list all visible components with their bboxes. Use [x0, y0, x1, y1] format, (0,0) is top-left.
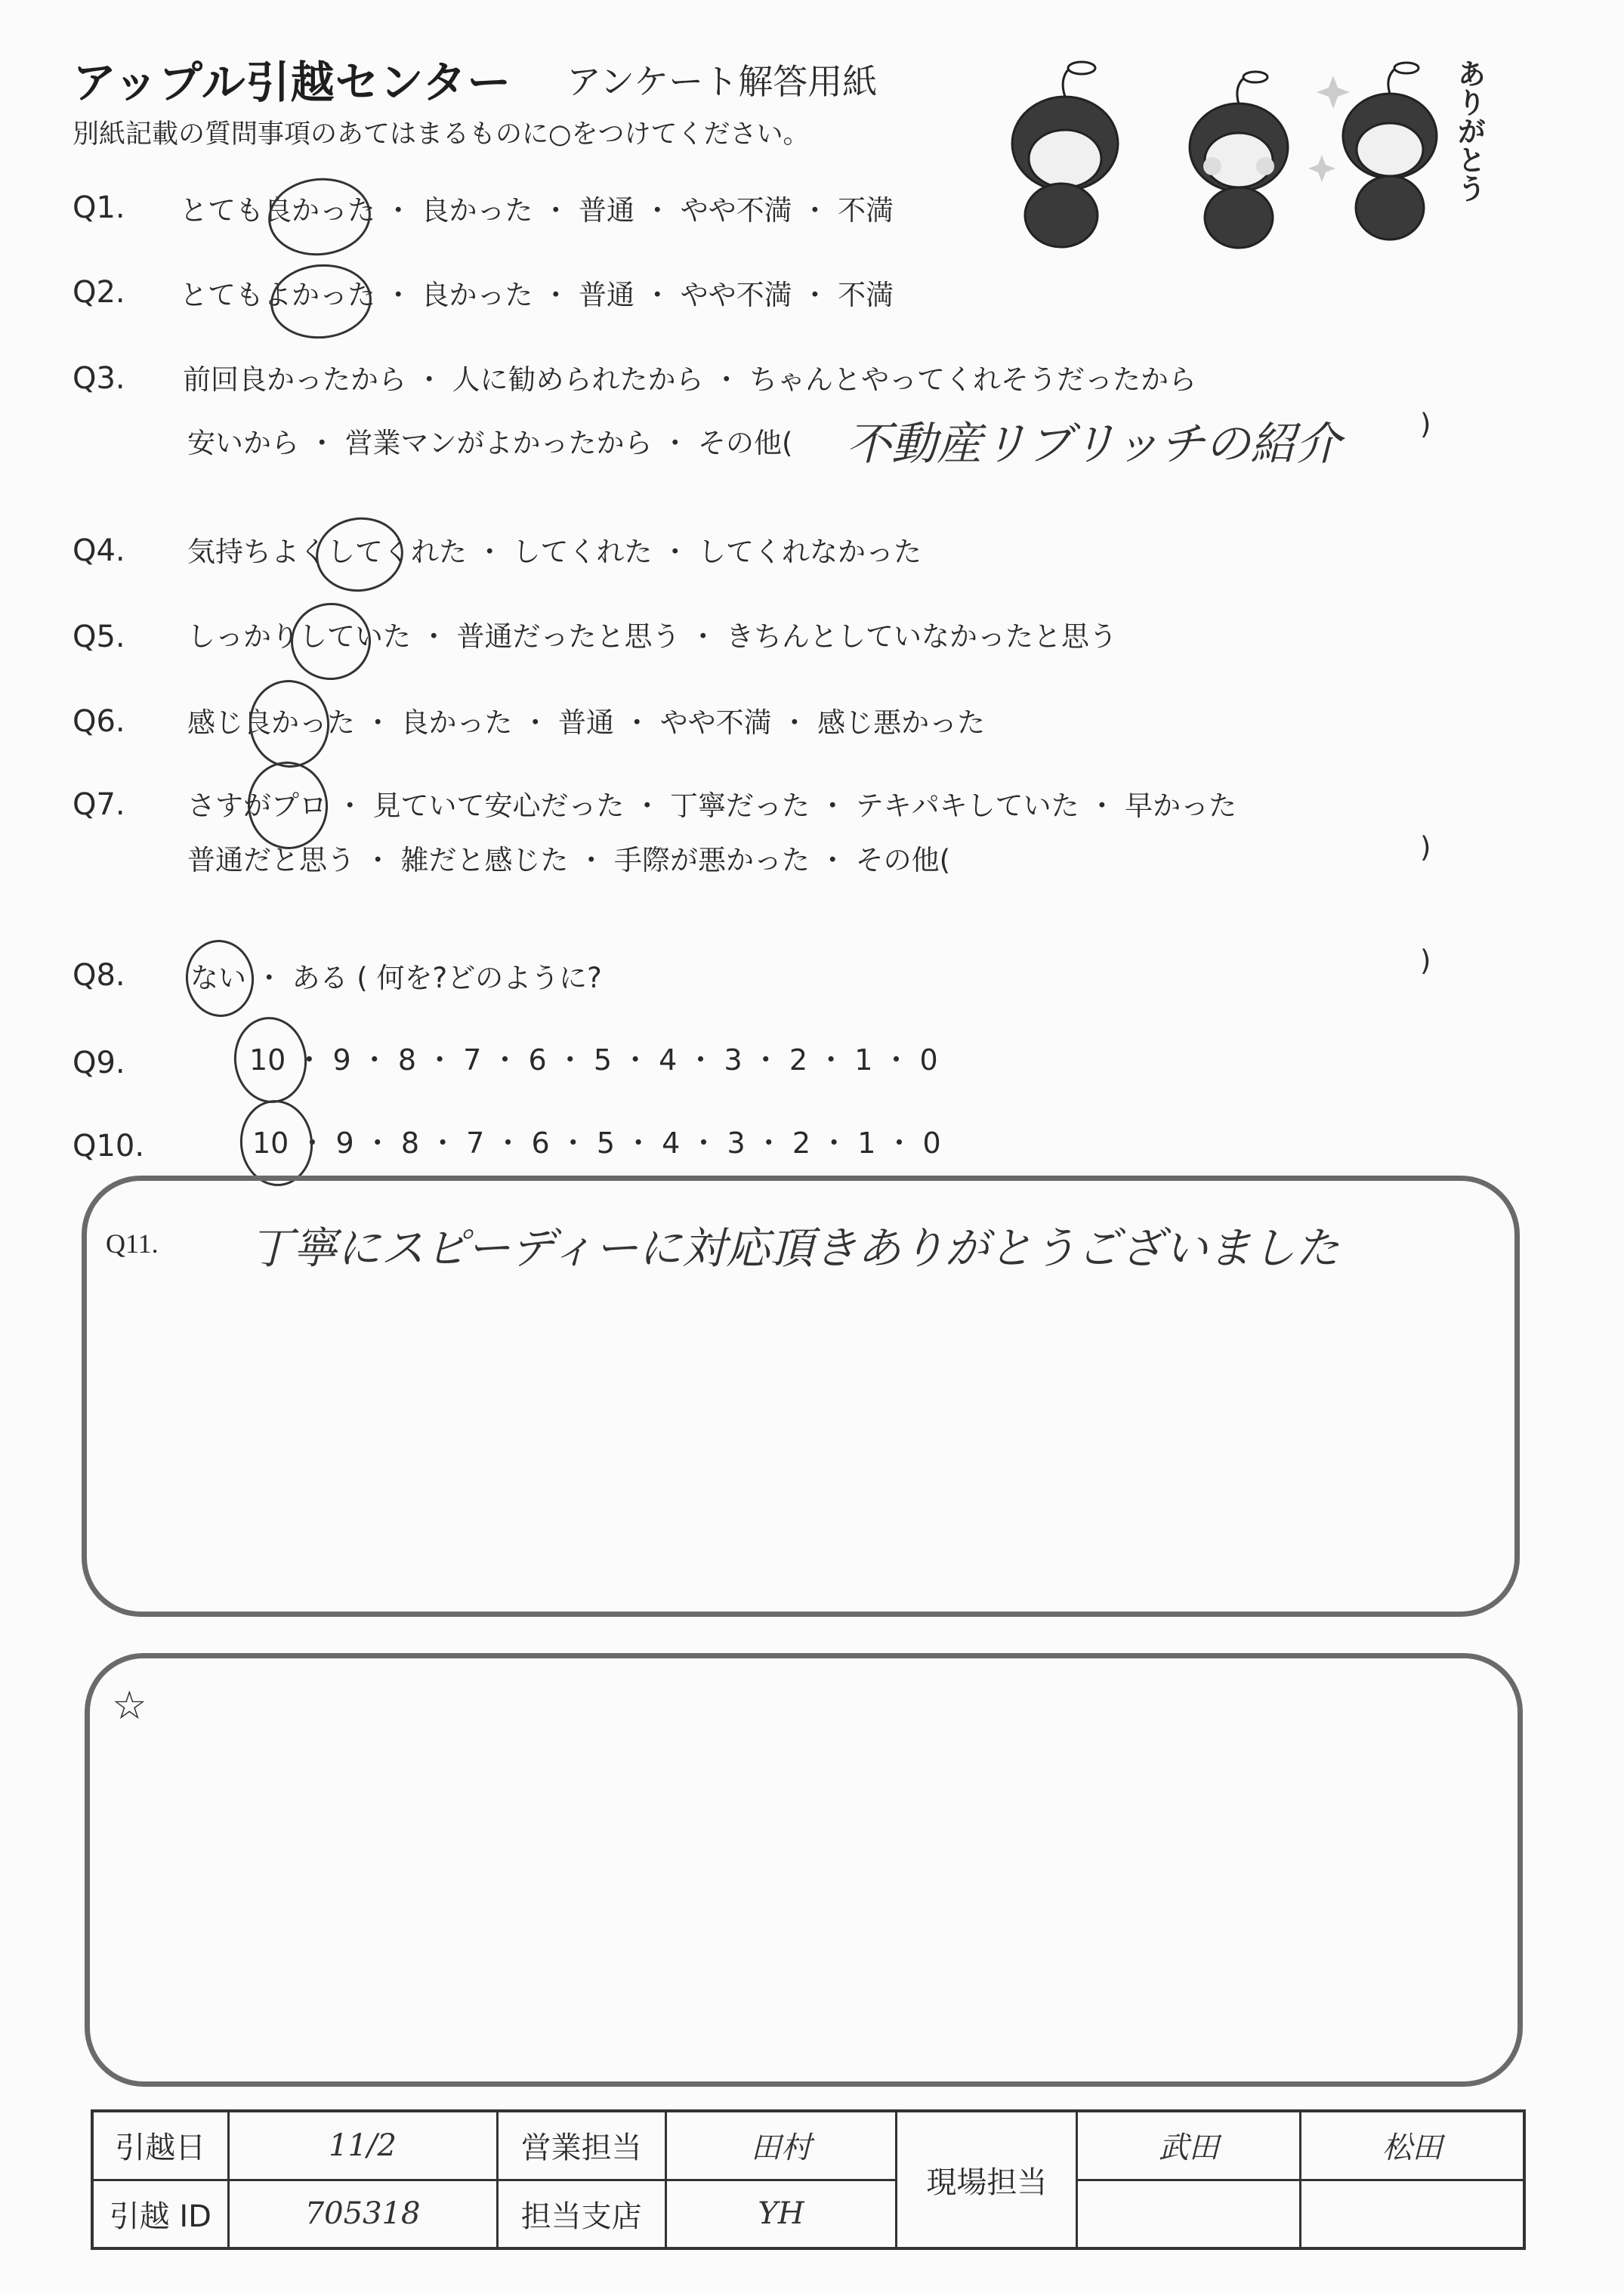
- q7-close-paren: ): [1420, 831, 1431, 864]
- q4-answer-circle: [311, 511, 409, 597]
- form-title: アンケート解答用紙: [567, 61, 878, 102]
- site-rep-2-value[interactable]: 松田: [1301, 2111, 1524, 2180]
- q7-options-line2[interactable]: 普通だと思う ・ 雑だと感じた ・ 手際が悪かった ・ その他(: [187, 844, 951, 876]
- q2-options[interactable]: とてもよかった ・ 良かった ・ 普通 ・ やや不満 ・ 不満: [180, 279, 894, 311]
- move-id-label: 引越 ID: [92, 2180, 228, 2248]
- q7-options-line1[interactable]: さすがプロ ・ 見ていて安心だった ・ 丁寧だった ・ テキパキしていた ・ 早かった: [187, 790, 1237, 822]
- site-rep-1-empty[interactable]: [1077, 2180, 1301, 2248]
- q2-label: Q2.: [73, 275, 125, 310]
- move-date-value[interactable]: 11/2: [228, 2111, 497, 2180]
- q1-options[interactable]: とても良かった ・ 良かった ・ 普通 ・ やや不満 ・ 不満: [180, 194, 894, 227]
- q8-answer-circle: [182, 937, 258, 1021]
- q11-label: Q11.: [106, 1228, 159, 1259]
- arigatou-text: ありがとう: [1453, 59, 1486, 202]
- q3-other-handwritten[interactable]: 不動産リブリッチの紹介: [846, 418, 1341, 471]
- q4-label: Q4.: [73, 533, 125, 568]
- q1-answer-circle: [264, 173, 375, 261]
- star-icon: ☆: [112, 1683, 147, 1729]
- q8-label: Q8.: [73, 958, 125, 993]
- star-comment-box[interactable]: [85, 1653, 1523, 2087]
- q5-answer-circle: [287, 599, 375, 685]
- q6-answer-circle: [245, 676, 334, 771]
- branch-value[interactable]: YH: [665, 2180, 897, 2248]
- q6-options[interactable]: 感じ良かった ・ 良かった ・ 普通 ・ やや不満 ・ 感じ悪かった: [187, 706, 986, 739]
- q3-label: Q3.: [73, 361, 125, 396]
- q6-label: Q6.: [73, 704, 125, 739]
- q5-options[interactable]: しっかりしていた ・ 普通だったと思う ・ きちんとしていなかったと思う: [187, 620, 1118, 653]
- q9-label: Q9.: [73, 1046, 125, 1080]
- q7-label: Q7.: [73, 787, 125, 822]
- monkey-mascots-illustration: [997, 45, 1488, 249]
- move-id-value[interactable]: 705318: [228, 2180, 497, 2248]
- q3-options-line1[interactable]: 前回良かったから ・ 人に勧められたから ・ ちゃんとやってくれそうだったから: [183, 363, 1197, 396]
- q4-options[interactable]: 気持ちよくしてくれた ・ してくれた ・ してくれなかった: [187, 536, 922, 568]
- q3-options-line2[interactable]: 安いから ・ 営業マンがよかったから ・ その他(: [187, 427, 793, 459]
- q11-handwritten-answer[interactable]: 丁寧にスピーディーに対応頂きありがとうございました: [249, 1222, 1340, 1274]
- q10-scale[interactable]: 10 ・ 9 ・ 8 ・ 7 ・ 6 ・ 5 ・ 4 ・ 3 ・ 2 ・ 1 ・ 0: [252, 1126, 941, 1160]
- sales-rep-value[interactable]: 田村: [665, 2111, 897, 2180]
- q9-scale[interactable]: 10 ・ 9 ・ 8 ・ 7 ・ 6 ・ 5 ・ 4 ・ 3 ・ 2 ・ 1 ・ 0: [249, 1043, 938, 1077]
- q1-label: Q1.: [73, 190, 125, 225]
- q10-label: Q10.: [73, 1129, 145, 1163]
- site-rep-label: 現場担当: [897, 2111, 1077, 2248]
- q8-options[interactable]: ない ・ ある ( 何を?どのように?: [190, 962, 602, 994]
- branch-label: 担当支店: [497, 2180, 665, 2248]
- q3-close-paren: ): [1420, 408, 1431, 440]
- move-info-table: [91, 2109, 1526, 2250]
- company-name: アップル引越センター: [73, 57, 512, 108]
- instruction-text: 別紙記載の質問事項のあてはまるものに○をつけてください。: [73, 119, 810, 150]
- site-rep-1-value[interactable]: 武田: [1077, 2111, 1301, 2180]
- sales-rep-label: 営業担当: [497, 2111, 665, 2180]
- site-rep-2-empty[interactable]: [1301, 2180, 1524, 2248]
- q8-close-paren: ): [1420, 944, 1431, 977]
- move-date-label: 引越日: [92, 2111, 228, 2180]
- q5-label: Q5.: [73, 620, 125, 654]
- q9-answer-circle: [230, 1013, 310, 1106]
